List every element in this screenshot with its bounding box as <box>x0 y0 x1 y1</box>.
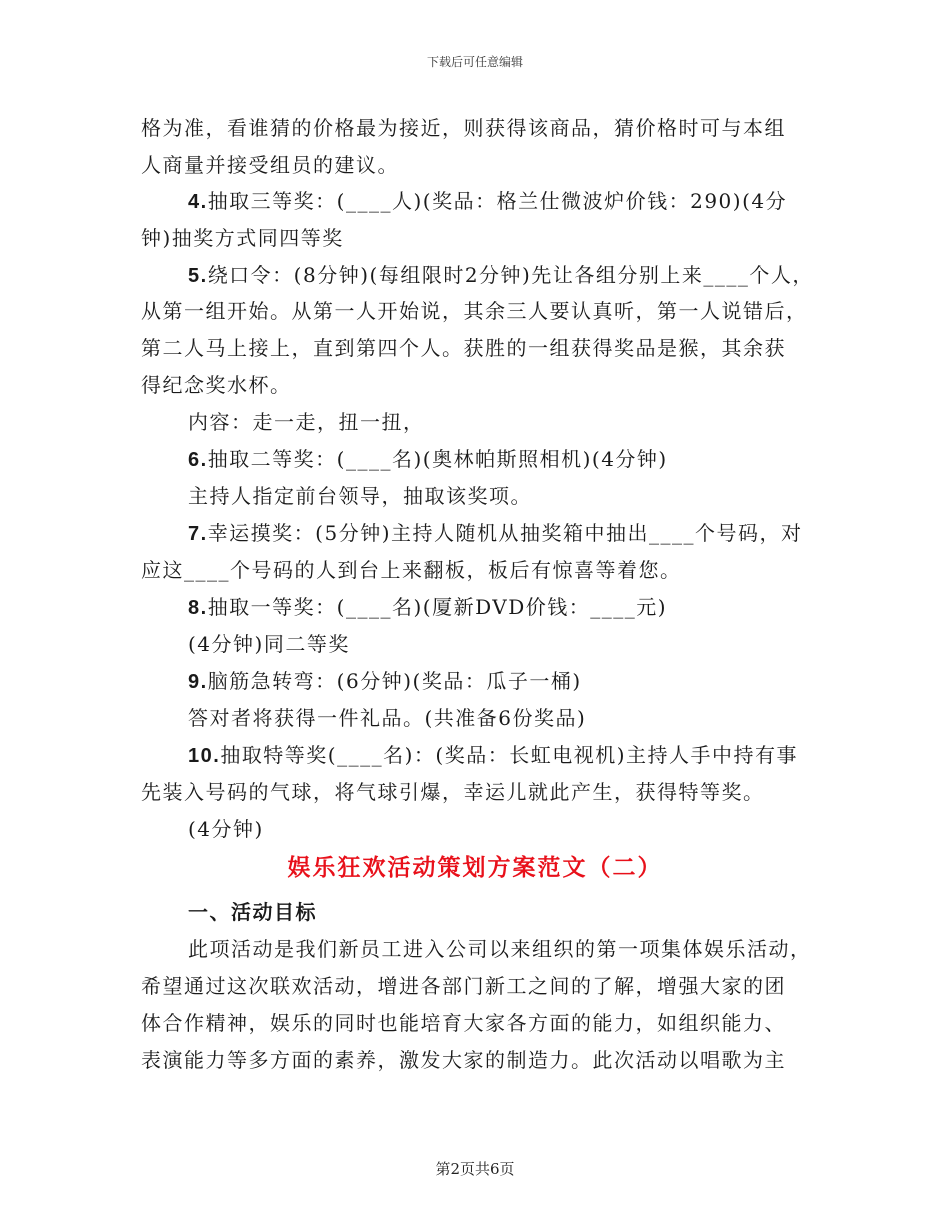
list-number: 6. <box>188 449 208 471</box>
list-text: 幸运摸奖：(5分钟)主持人随机从抽奖箱中抽出____个号码，对 <box>207 521 803 545</box>
list-number: 5. <box>188 265 208 287</box>
body-line: 人商量并接受组员的建议。 <box>141 153 399 177</box>
page-header: 下载后可任意编辑 <box>426 55 523 69</box>
list-number: 7. <box>188 523 208 545</box>
body-line: 钟)抽奖方式同四等奖 <box>141 226 344 250</box>
list-item-10 <box>188 742 868 769</box>
body-line: 格为准，看谁猜的价格最为接近，则获得该商品，猜价格时可与本组 <box>141 116 786 140</box>
body-line: 从第一组开始。从第一人开始说，其余三人要认真听，第一人说错后， <box>141 299 808 323</box>
list-item-7 <box>188 520 868 547</box>
body-line: (4分钟) <box>188 817 264 841</box>
list-item-5 <box>188 262 868 289</box>
body-line: 第二人马上接上，直到第四个人。获胜的一组获得奖品是猴，其余获 <box>141 336 786 360</box>
list-number: 10. <box>188 745 221 767</box>
body-line: 主持人指定前台领导，抽取该奖项。 <box>188 484 532 508</box>
list-number: 8. <box>188 597 208 619</box>
body-line: 得纪念奖水杯。 <box>141 373 292 397</box>
body-line: 应这____个号码的人到台上来翻板，板后有惊喜等着您。 <box>141 558 682 582</box>
list-text: 抽取特等奖(____名)：(奖品：长虹电视机)主持人手中持有事 <box>220 743 799 767</box>
list-item-8 <box>188 594 868 621</box>
body-line: (4分钟)同二等奖 <box>188 632 350 656</box>
section-heading: 一、活动目标 <box>188 900 317 924</box>
list-item-4 <box>188 188 868 215</box>
body-line: 内容：走一走，扭一扭， <box>188 410 425 434</box>
list-text: 抽取三等奖：(____人)(奖品：格兰仕微波炉价钱：290)(4分 <box>207 189 788 213</box>
list-number: 9. <box>188 671 208 693</box>
section-title: 娱乐狂欢活动策划方案范文（二） <box>287 854 663 881</box>
list-item-6 <box>188 446 868 473</box>
list-number: 4. <box>188 191 208 213</box>
list-text: 绕口令：(8分钟)(每组限时2分钟)先让各组分别上来____个人， <box>207 263 814 287</box>
list-item-9 <box>188 668 868 695</box>
body-line: 体合作精神，娱乐的同时也能培育大家各方面的能力，如组织能力、 <box>141 1011 786 1035</box>
body-line: 表演能力等多方面的素养，激发大家的制造力。此次活动以唱歌为主 <box>141 1048 786 1072</box>
list-text: 抽取一等奖：(____名)(厦新DVD价钱：____元) <box>207 595 668 619</box>
body-line: 先装入号码的气球，将气球引爆，幸运儿就此产生，获得特等奖。 <box>141 780 765 804</box>
list-text: 脑筋急转弯：(6分钟)(奖品：瓜子一桶) <box>207 669 582 693</box>
page-footer: 第2页共6页 <box>435 1160 515 1178</box>
body-line: 希望通过这次联欢活动，增进各部门新工之间的了解，增强大家的团 <box>141 974 786 998</box>
list-text: 抽取二等奖：(____名)(奥林帕斯照相机)(4分钟) <box>207 447 668 471</box>
body-line: 此项活动是我们新员工进入公司以来组织的第一项集体娱乐活动， <box>188 937 812 961</box>
body-line: 答对者将获得一件礼品。(共准备6份奖品) <box>188 706 587 730</box>
